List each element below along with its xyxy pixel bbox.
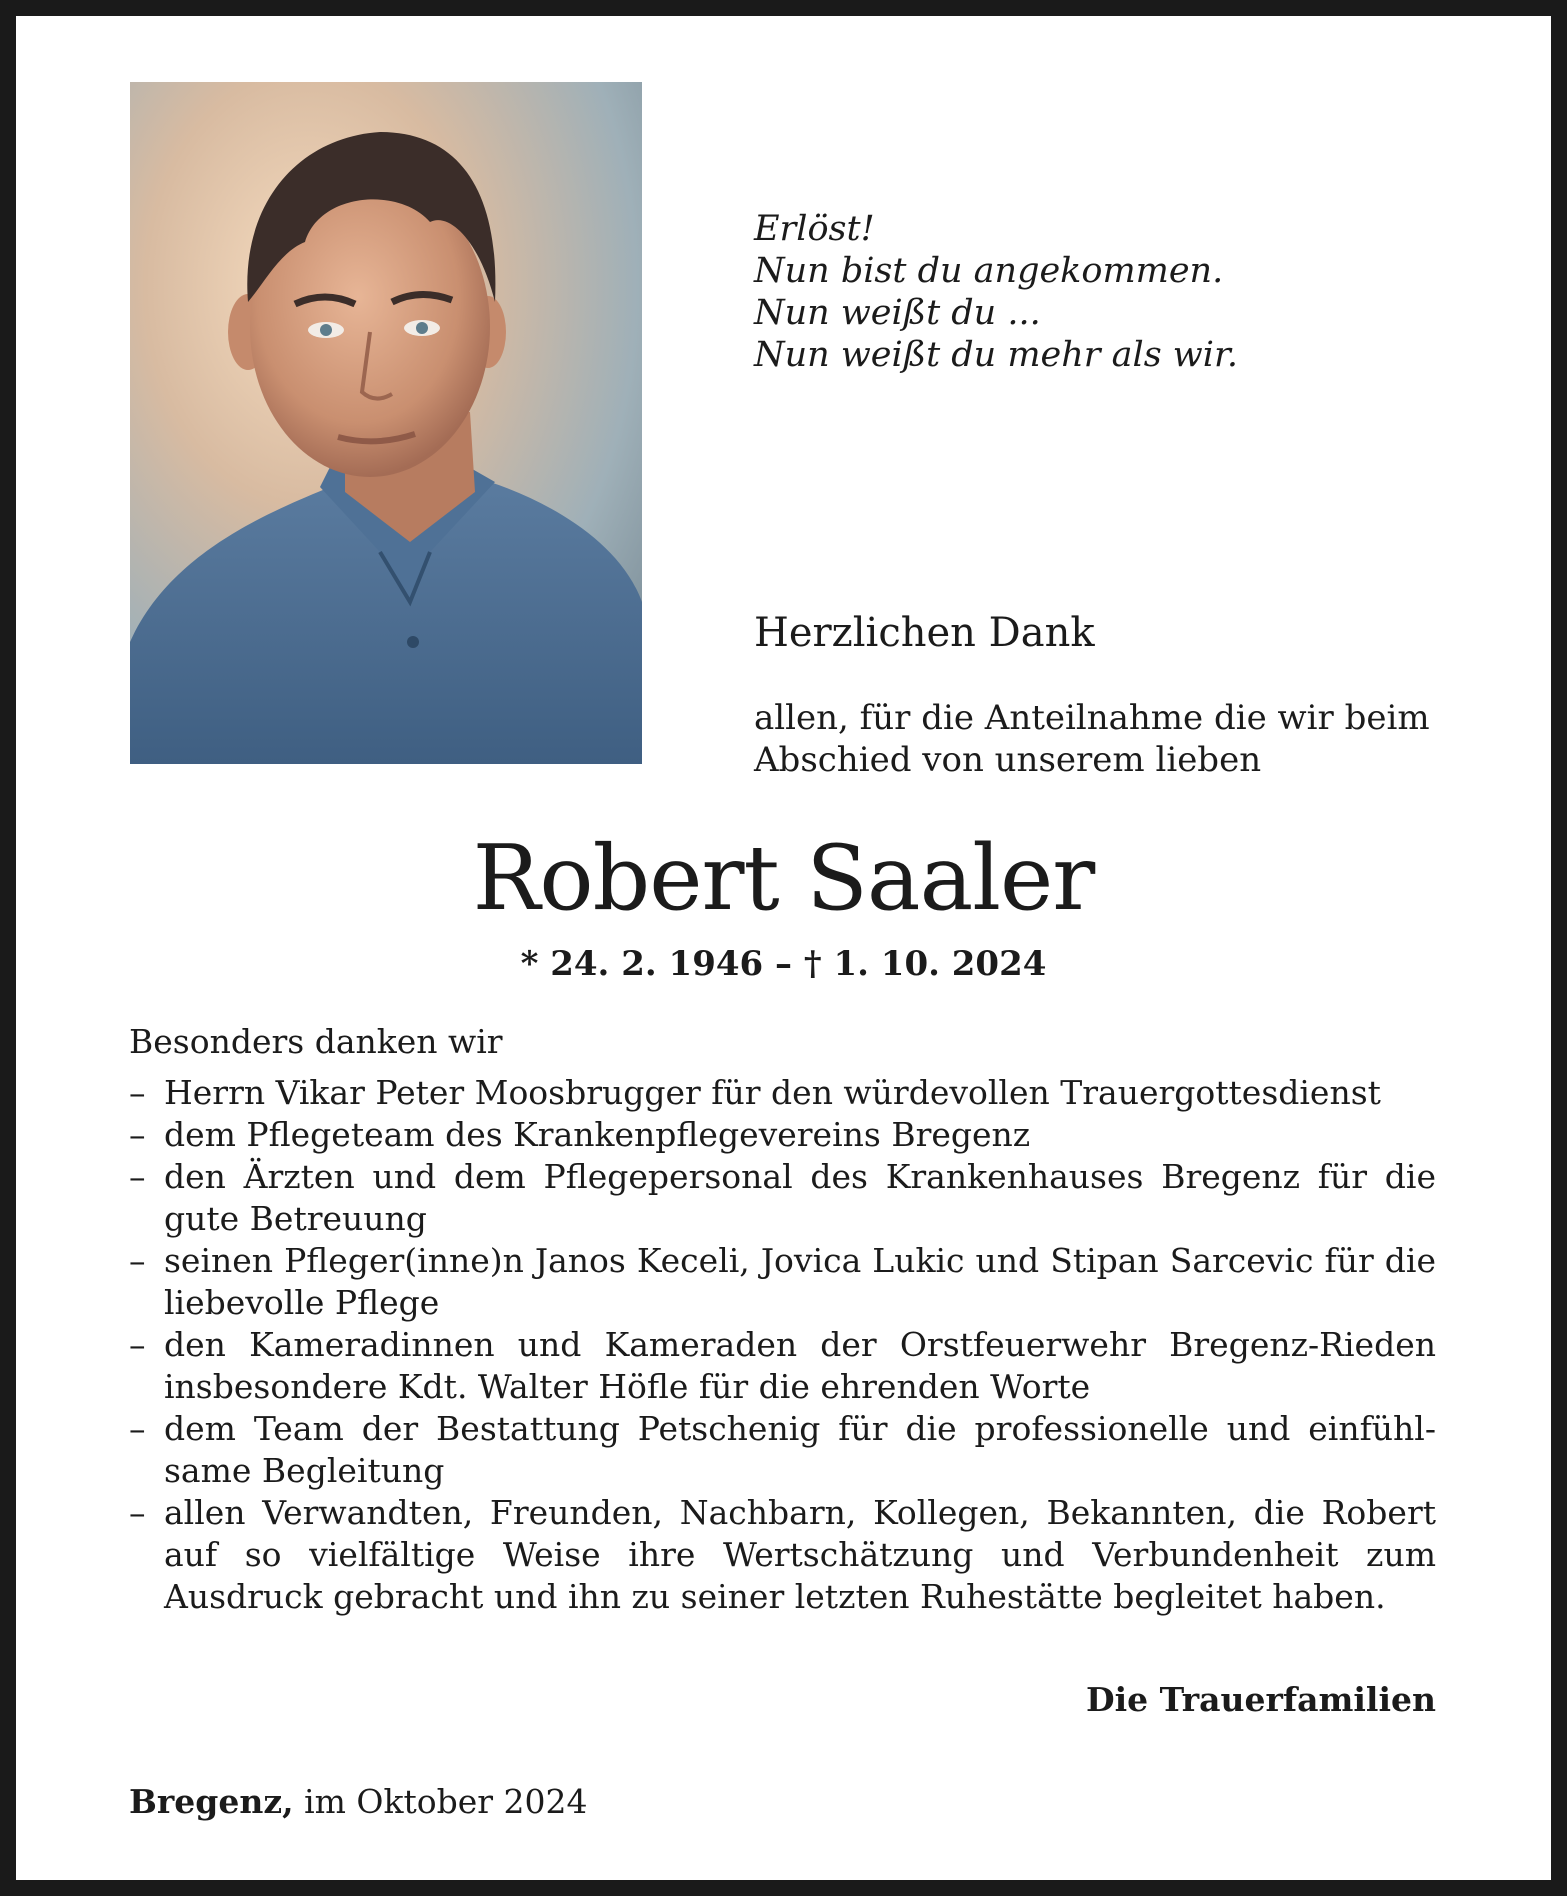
life-dates: * 24. 2. 1946 – † 1. 10. 2024 — [520, 944, 1047, 984]
list-dash: – — [129, 1493, 146, 1532]
list-item-line: den Ärzten und dem Pflegepersonal des Krankenhauses Bregenz für die — [164, 1157, 1436, 1196]
list-item-line: auf so vielfältige Weise ihre Wertschätzung und Verbundenheit zum — [164, 1535, 1436, 1574]
thanks-line: Abschied von unserem lieben — [754, 740, 1262, 780]
place-date — [129, 1781, 588, 1823]
obituary-card — [16, 16, 1551, 1880]
poem-line: Nun weißt du mehr als wir. — [754, 335, 1238, 375]
deceased-name: Robert Saaler — [472, 826, 1095, 931]
thanks-intro: Besonders danken wir — [129, 1022, 503, 1061]
poem-line: Nun bist du angekommen. — [754, 251, 1224, 291]
list-item-line: allen Verwandten, Freunden, Nachbarn, Kollegen, Bekannten, die Robert — [164, 1493, 1436, 1532]
list-dash: – — [129, 1073, 146, 1112]
thanks-text — [754, 697, 1430, 781]
list-item — [129, 1240, 1436, 1324]
portrait-photo — [130, 82, 642, 764]
thanks-heading: Herzlichen Dank — [754, 610, 1095, 656]
list-item-line: liebevolle Pflege — [164, 1283, 440, 1322]
list-item-line: gute Betreuung — [164, 1199, 427, 1238]
list-item — [129, 1492, 1436, 1618]
list-item-line: same Begleitung — [164, 1451, 445, 1490]
list-item-line: den Kameradinnen und Kameraden der Orstfeuerwehr Bregenz-Rieden — [164, 1325, 1436, 1364]
list-item — [129, 1114, 1436, 1156]
list-item — [129, 1408, 1436, 1492]
portrait-illustration — [130, 82, 642, 764]
list-item-line: dem Team der Bestattung Petschenig für die professionelle und einfühl- — [164, 1409, 1436, 1448]
date: im Oktober 2024 — [304, 1782, 588, 1821]
list-dash: – — [129, 1241, 146, 1280]
list-item — [129, 1324, 1436, 1408]
list-item-line: dem Pflegeteam des Krankenpflegevereins Bregenz — [164, 1115, 1031, 1154]
list-item — [129, 1156, 1436, 1240]
list-item-line: seinen Pfleger(inne)n Janos Keceli, Jovica Lukic und Stipan Sarcevic für die — [164, 1241, 1436, 1280]
list-dash: – — [129, 1409, 146, 1448]
poem-line: Nun weißt du ... — [754, 293, 1041, 333]
list-item — [129, 1072, 1436, 1114]
list-dash: – — [129, 1115, 146, 1154]
list-dash: – — [129, 1157, 146, 1196]
list-item-line: insbesondere Kdt. Walter Höfle für die ehrenden Worte — [164, 1367, 1091, 1406]
poem — [754, 208, 1238, 376]
place: Bregenz, — [129, 1782, 294, 1821]
poem-line: Erlöst! — [754, 209, 875, 249]
thanks-line: allen, für die Anteilnahme die wir beim — [754, 698, 1430, 738]
list-item-line: Ausdruck gebracht und ihn zu seiner letzten Ruhestätte begleitet haben. — [164, 1577, 1386, 1616]
thanks-list — [129, 1072, 1436, 1618]
list-item-line: Herrn Vikar Peter Moosbrugger für den würdevollen Trauergottesdienst — [164, 1073, 1381, 1112]
signature: Die Trauerfamilien — [1085, 1680, 1436, 1719]
list-dash: – — [129, 1325, 146, 1364]
